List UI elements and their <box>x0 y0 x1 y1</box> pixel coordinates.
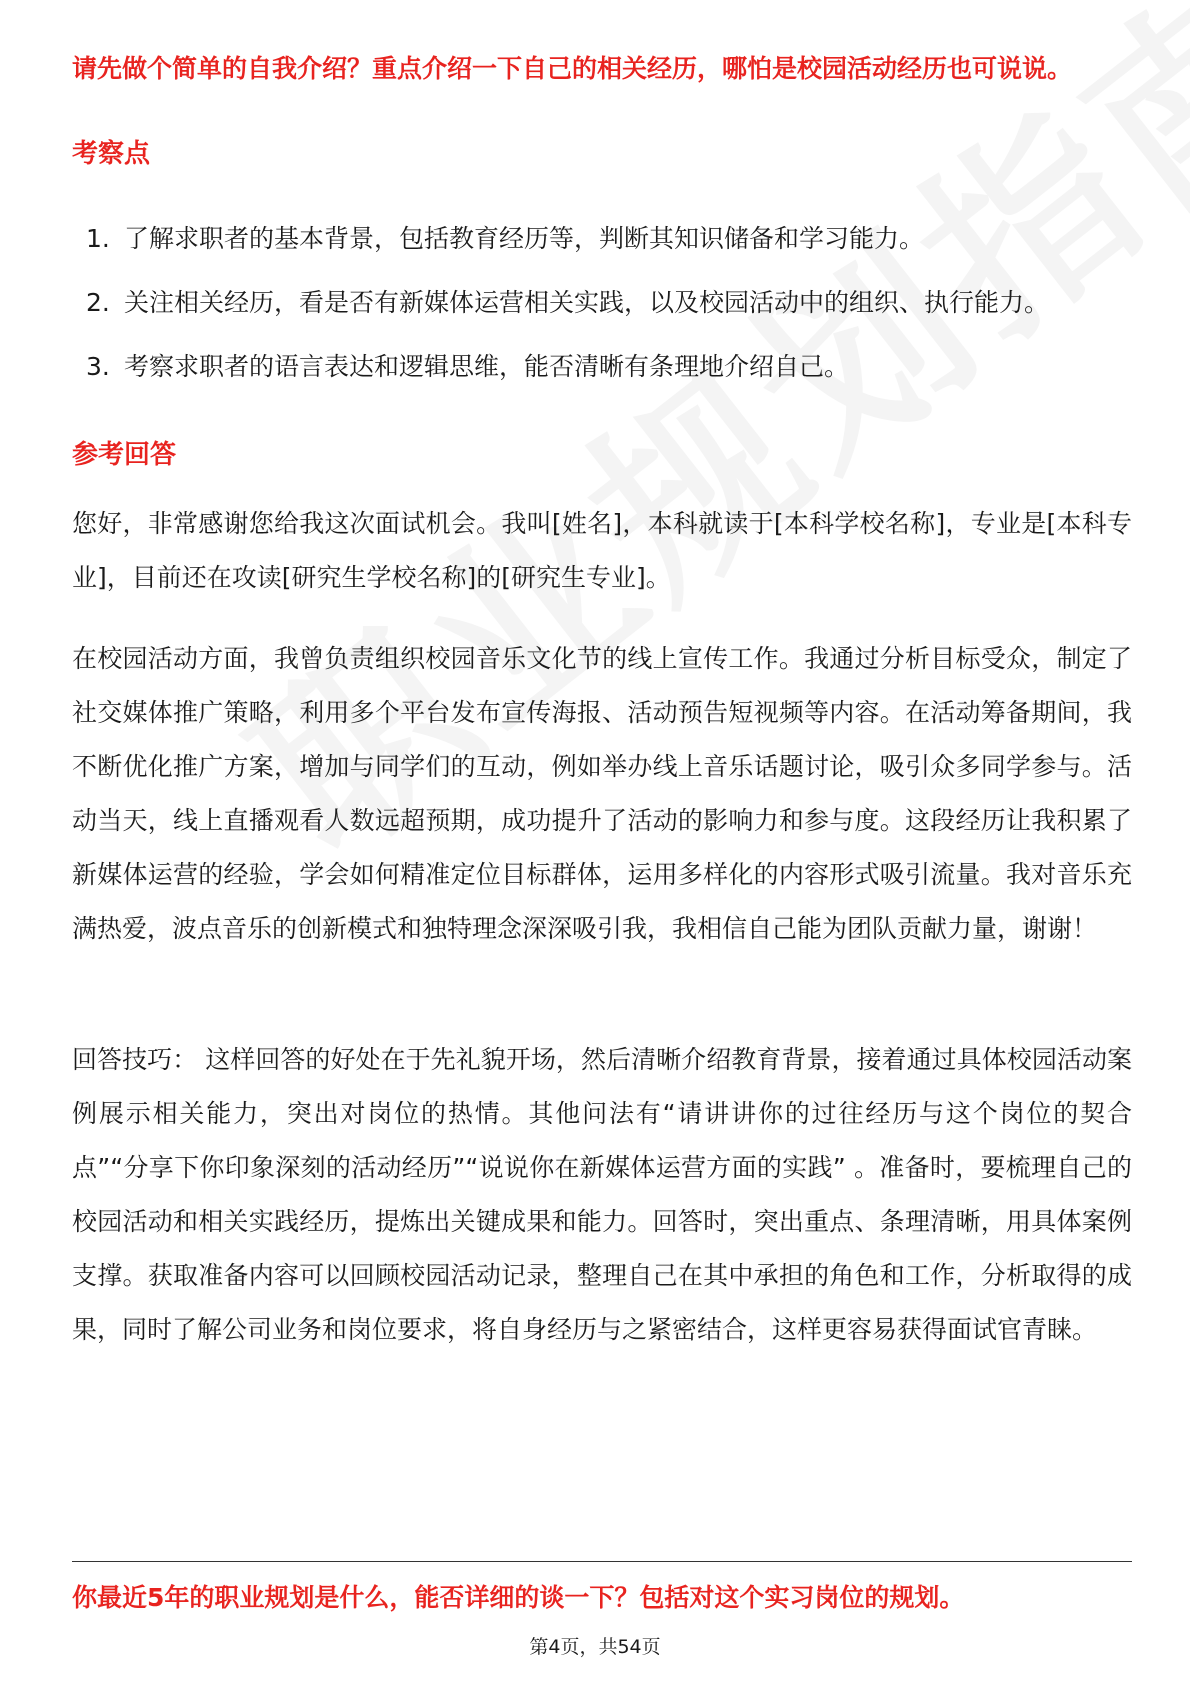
answer-paragraph-intro: 您好，非常感谢您给我这次面试机会。我叫[姓名]，本科就读于[本科学校名称]，专业是[本科专业]，目前还在攻读[研究生学校名称]的[研究生专业]。 <box>72 509 1132 592</box>
list-item-text: 关注相关经历，看是否有新媒体运营相关实践，以及校园活动中的组织、执行能力。 <box>124 288 1050 317</box>
assessment-points-list <box>72 210 1132 402</box>
list-item-text: 考察求职者的语言表达和逻辑思维，能否清晰有条理地介绍自己。 <box>124 352 850 381</box>
list-item-text: 了解求职者的基本背景，包括教育经历等，判断其知识储备和学习能力。 <box>124 224 925 253</box>
reference-answer-heading: 参考回答 <box>72 440 177 470</box>
page-number: 第4页，共54页 <box>529 1636 661 1658</box>
answer-paragraph-experience: 在校园活动方面，我曾负责组织校园音乐文化节的线上宣传工作。我通过分析目标受众，制定了社交媒体推广策略，利用多个平台发布宣传海报、活动预告短视频等内容。在活动筹备期间，我不断优化推广方案，增加与同学们的互动，例如举办线上音乐话题讨论，吸引众多同学参与。活动当天，线上直播观看人数远超预期，成功提升了活动的影响力和参与度。这段经历让我积累了新媒体运营的经验，学会如何精准定位目标群体，运用多样化的内容形式吸引流量。我对音乐充满热爱，波点音乐的创新模式和独特理念深深吸引我，我相信自己能为团队贡献力量，谢谢！ <box>72 644 1132 943</box>
list-item <box>72 338 1132 395</box>
divider <box>72 1561 1132 1562</box>
list-item <box>72 210 1132 267</box>
list-item-number: 1. <box>86 224 110 253</box>
list-item <box>72 274 1132 331</box>
answer-tips-paragraph: 回答技巧： 这样回答的好处在于先礼貌开场，然后清晰介绍教育背景，接着通过具体校园活动案例展示相关能力，突出对岗位的热情。其他问法有“请讲讲你的过往经历与这个岗位的契合点”“分享下你印象深刻的活动经历”“说说你在新媒体运营方面的实践” 。准备时，要梳理自己的校园活动和相关实践经历，提炼出关键成果和能力。回答时，突出重点、条理清晰，用具体案例支撑。获取准备内容可以回顾校园活动记录，整理自己在其中承担的角色和工作，分析取得的成果，同时了解公司业务和岗位要求，将自身经历与之紧密结合，这样更容易获得面试官青睐。 <box>72 1045 1132 1344</box>
list-item-number: 3. <box>86 352 110 381</box>
question-title: 请先做个简单的自我介绍？重点介绍一下自己的相关经历，哪怕是校园活动经历也可说说。 <box>72 54 1073 83</box>
next-question-title: 你最近5年的职业规划是什么，能否详细的谈一下？包括对这个实习岗位的规划。 <box>72 1583 965 1612</box>
list-item-number: 2. <box>86 288 110 317</box>
assessment-heading: 考察点 <box>72 139 151 169</box>
